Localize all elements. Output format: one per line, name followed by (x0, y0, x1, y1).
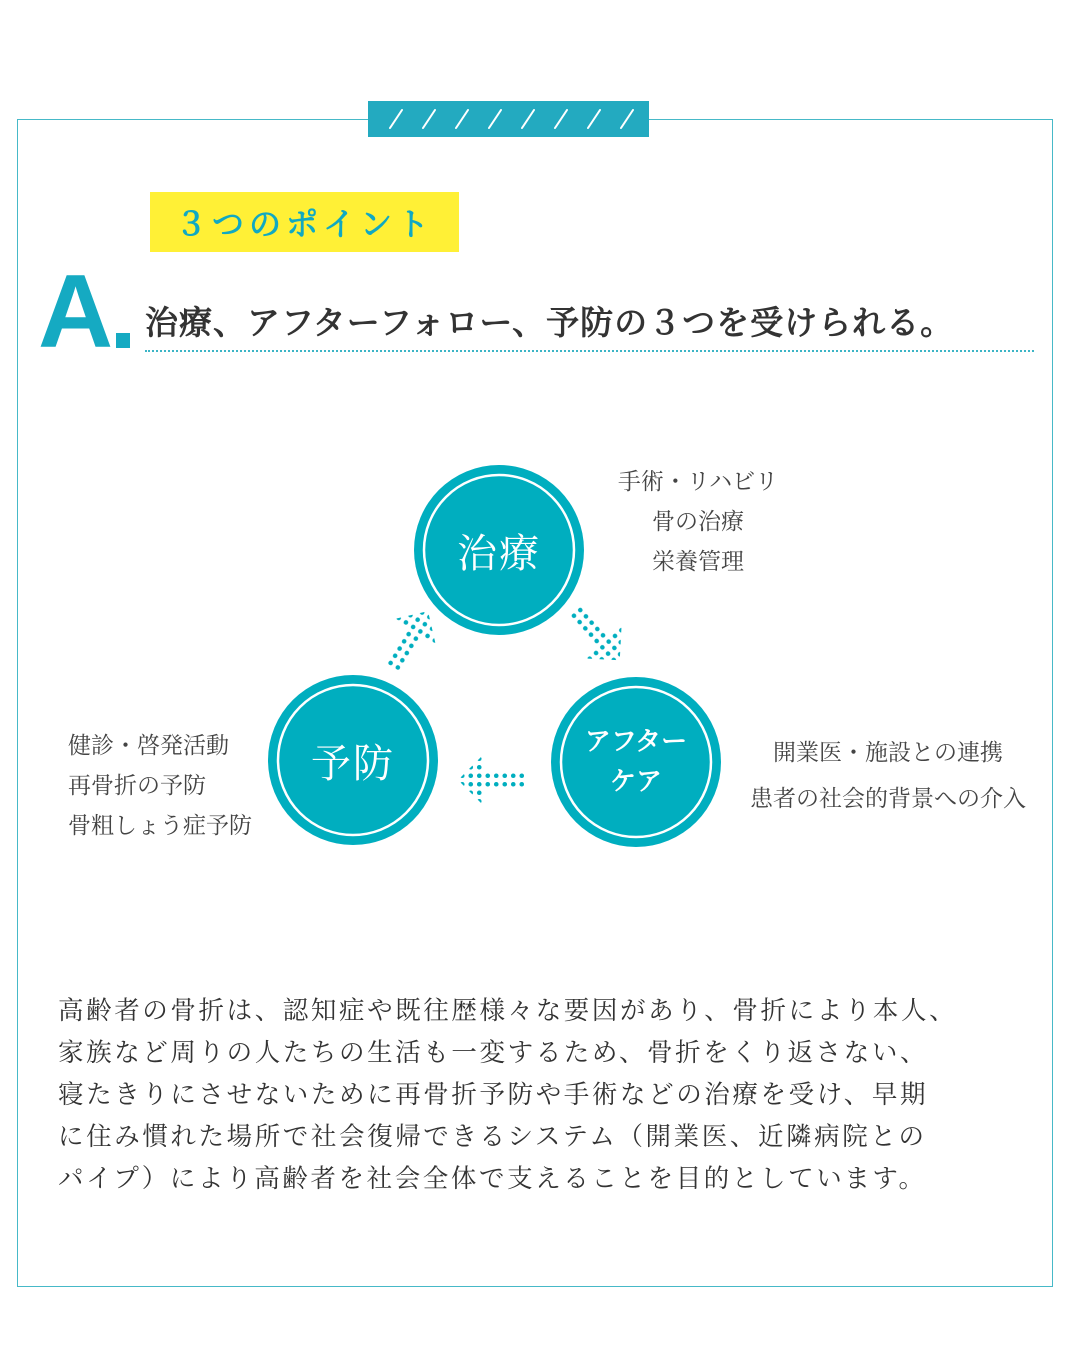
arrow-treatment-to-aftercare (556, 594, 639, 678)
treatment-details (612, 462, 784, 582)
treatment-detail: 手術・リハビリ (617, 469, 779, 495)
aftercare-label (561, 722, 711, 802)
prevention-details (68, 726, 252, 846)
arrow-prevention-to-treatment (371, 597, 450, 681)
aftercare-detail: 患者の社会的背景への介入 (750, 786, 1026, 812)
aftercare-details (740, 730, 1036, 822)
description-paragraph (58, 990, 1023, 1200)
treatment-detail: 骨の治療 (652, 509, 744, 535)
prevention-detail: 再骨折の予防 (68, 773, 206, 799)
prevention-label: 予防 (311, 740, 395, 787)
aftercare-label-line-2: ケア (609, 767, 662, 797)
points-tag: ３つのポイント (150, 192, 459, 252)
paragraph-line: に住み慣れた場所で社会復帰できるシステム（開業医、近隣病院との (58, 1122, 927, 1152)
headline: 治療、アフターフォロー、予防の３つを受けられる。 (145, 303, 955, 342)
treatment-label: 治療 (457, 530, 541, 577)
paragraph-line: パイプ）により高齢者を社会全体で支えることを目的としています。 (58, 1164, 927, 1194)
prevention-detail: 骨粗しょう症予防 (68, 813, 252, 839)
treatment-detail: 栄養管理 (652, 549, 744, 575)
arrow-aftercare-to-prevention (458, 754, 524, 806)
paragraph-line: 高齢者の骨折は、認知症や既往歴様々な要因があり、骨折により本人、 (58, 996, 958, 1026)
aftercare-detail: 開業医・施設との連携 (773, 740, 1003, 766)
aftercare-label-line-1: アフター (584, 727, 688, 757)
prevention-detail: 健診・啓発活動 (68, 733, 229, 759)
paragraph-line: 家族など周りの人たちの生活も一変するため、骨折をくり返さない、 (58, 1038, 929, 1068)
answer-letter: A (38, 254, 112, 370)
paragraph-line: 寝たきりにさせないために再骨折予防や手術などの治療を受け、早期 (58, 1080, 929, 1110)
